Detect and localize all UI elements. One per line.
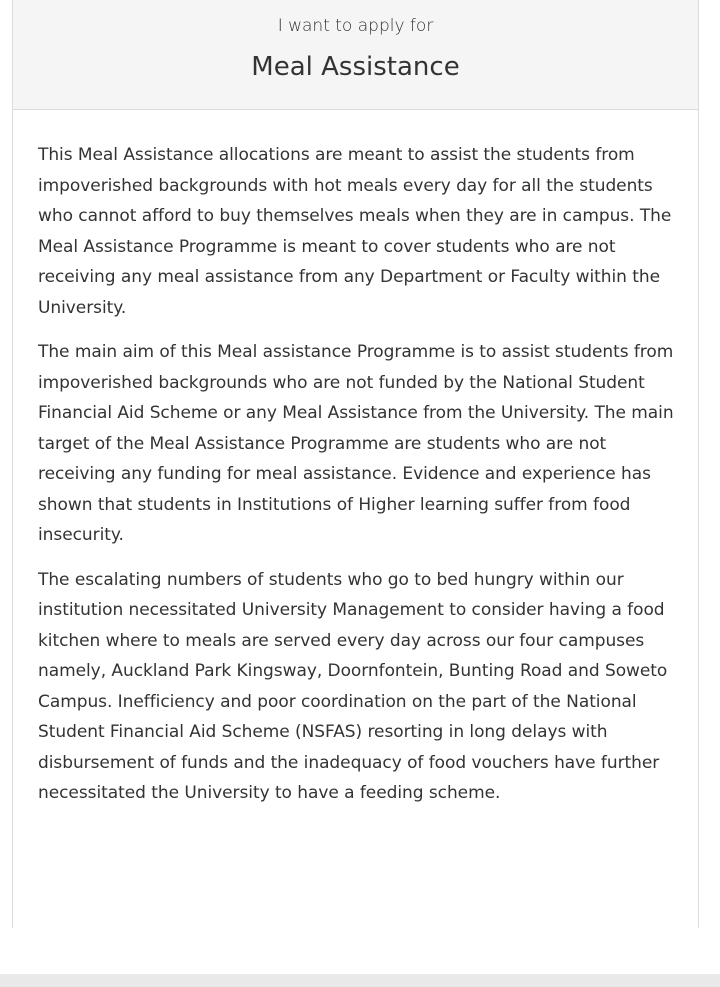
description-paragraph-1: This Meal Assistance allocations are meant to assist the students from impoverished backgrounds with hot meals every day for all the students who cannot afford to buy themselves meals when they are in campus. The Meal Assistance Programme is meant to cover students who are not receiving any meal assistance from any Department or Faculty within the University. [38, 145, 672, 318]
description-paragraph-3: The escalating numbers of students who go to bed hungry within our institution necessitated University Management to consider having a food kitchen where to meals are served every day across our four campuses namely, Auckland Park Kingsway, Doornfontein, Bunting Road and Soweto Campus. Inefficiency and poor coordination on the part of the National Student Financial Aid Scheme (NSFAS) resorting in long delays with disbursement of funds and the inadequacy of food vouchers have further necessitated the University to have a feeding scheme. [38, 569, 668, 803]
footer-bar [0, 974, 720, 987]
page-title: Meal Assistance [251, 52, 460, 82]
description-paragraph-2: The main aim of this Meal assistance Programme is to assist students from impoverished backgrounds who are not funded by the National Student Financial Aid Scheme or any Meal Assistance from the University. The main target of the Meal Assistance Programme are students who are not receiving any funding for meal assistance. Evidence and experience has shown that students in Institutions of Higher learning suffer from food insecurity. [38, 342, 674, 545]
card-body [13, 110, 698, 809]
card-header [13, 0, 698, 110]
header-pre-title: I want to apply for [277, 16, 434, 36]
application-card [12, 0, 699, 928]
